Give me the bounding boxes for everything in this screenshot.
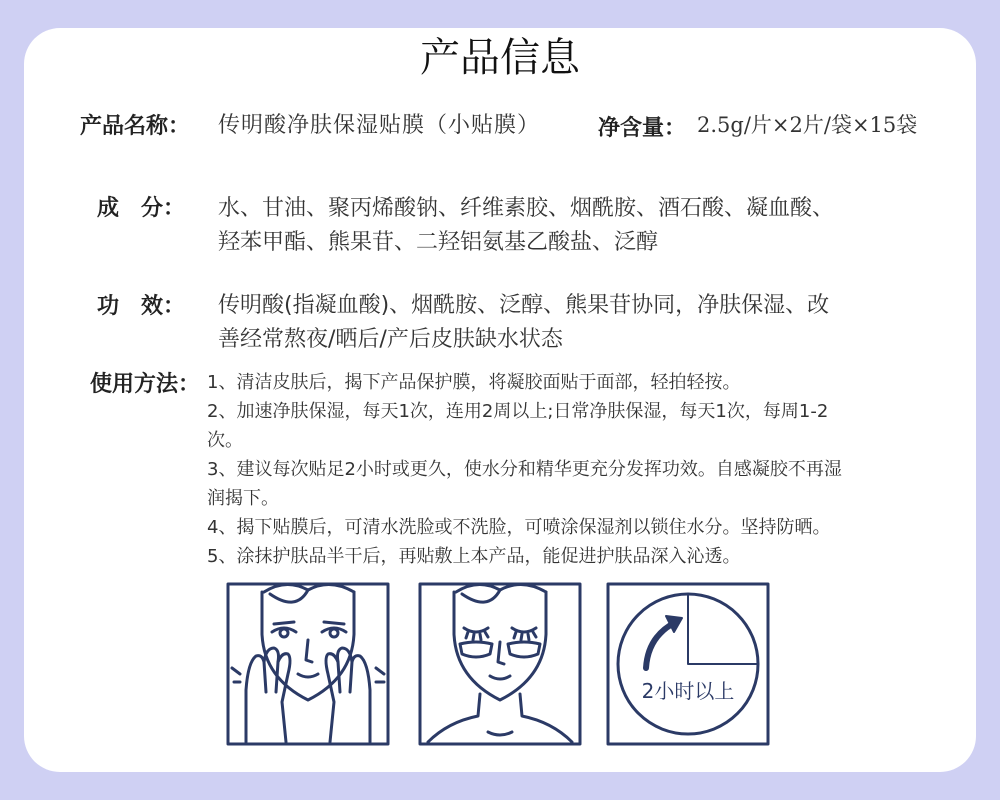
usage-step-line: 次。 — [207, 430, 243, 451]
usage-label: 使用方法： — [90, 372, 201, 397]
usage-step-line: 5、涂抹护肤品半干后，再贴敷上本产品，能促进护肤品深入沁透。 — [207, 546, 741, 567]
clock-text: 2小时以上 — [641, 679, 735, 703]
net-content-label: 净含量： — [598, 116, 687, 141]
ingredients-line-2: 羟苯甲酯、熊果苷、二羟铝氨基乙酸盐、泛醇 — [218, 230, 659, 255]
usage-step-line: 1、清洁皮肤后，揭下产品保护膜，将凝胶面贴于面部，轻拍轻按。 — [207, 372, 741, 393]
ingredients-line-1: 水、甘油、聚丙烯酸钠、纤维素胶、烟酰胺、酒石酸、凝血酸、 — [218, 196, 835, 221]
efficacy-label: 功 效： — [97, 294, 186, 319]
efficacy-line-1: 传明酸(指凝血酸)、烟酰胺、泛醇、熊果苷协同，净肤保湿、改 — [218, 293, 830, 318]
clock-illustration — [606, 582, 770, 746]
usage-step-line: 2、加速净肤保湿，每天1次，连用2周以上;日常净肤保湿，每天1次，每周1-2 — [207, 401, 829, 422]
page-title: 产品信息 — [420, 35, 580, 81]
apply-mask-illustration — [226, 582, 390, 746]
wear-mask-illustration — [418, 582, 582, 746]
usage-step-line: 3、建议每次贴足2小时或更久，使水分和精华更充分发挥功效。自感凝胶不再湿 — [207, 459, 842, 480]
usage-steps — [207, 368, 972, 571]
usage-step-line: 4、揭下贴膜后，可清水洗脸或不洗脸，可喷涂保湿剂以锁住水分。坚持防晒。 — [207, 517, 831, 538]
product-name-value: 传明酸净肤保湿贴膜（小贴膜） — [218, 113, 541, 138]
efficacy-line-2: 善经常熬夜/晒后/产后皮肤缺水状态 — [218, 327, 563, 352]
usage-step-line: 润揭下。 — [207, 488, 279, 509]
net-content-value: 2.5g/片×2片/袋×15袋 — [697, 113, 918, 137]
product-name-label: 产品名称： — [80, 114, 191, 139]
ingredients-label: 成 分： — [97, 196, 186, 221]
